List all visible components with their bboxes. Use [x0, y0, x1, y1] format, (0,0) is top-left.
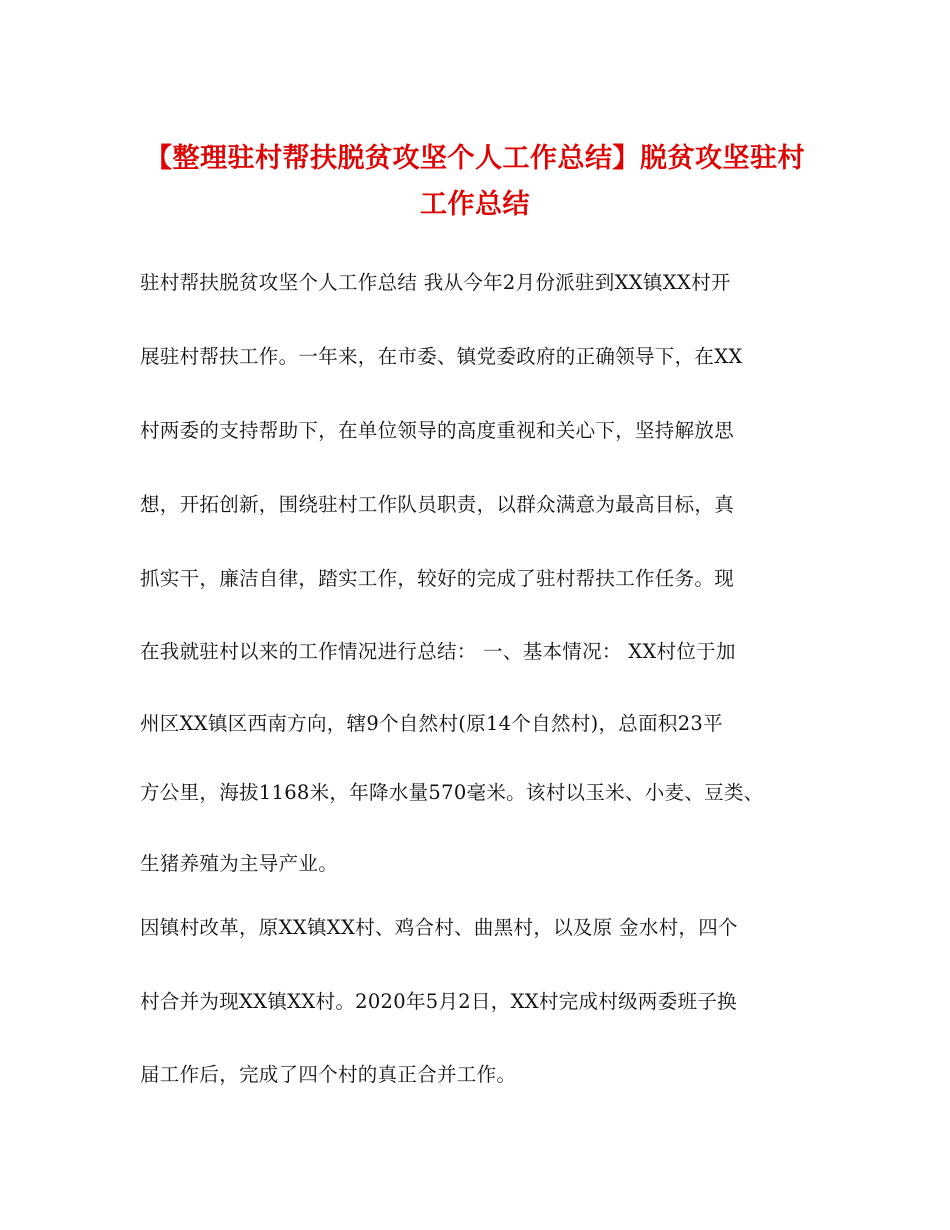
document-title-line-1: 【整理驻村帮扶脱贫攻坚个人工作总结】脱贫攻坚驻村	[145, 143, 805, 174]
paragraph-1-line-9: 生猪养殖为主导产业。	[140, 852, 339, 875]
paragraph-2-line-3: 届工作后，完成了四个村的真正合并工作。	[140, 1063, 517, 1086]
document-title-line-2: 工作总结	[420, 189, 530, 220]
paragraph-1-line-2: 展驻村帮扶工作。一年来，在市委、镇党委政府的正确领导下，在XX	[140, 345, 743, 368]
paragraph-1-line-8: 方公里，海拔1168米，年降水量570毫米。该村以玉米、小麦、豆类、	[140, 781, 764, 804]
paragraph-1-line-4: 想，开拓创新，围绕驻村工作队员职责，以群众满意为最高目标，真	[140, 493, 735, 516]
paragraph-1-line-7: 州区XX镇区西南方向，辖9个自然村(原14个自然村)，总面积23平	[140, 712, 723, 735]
paragraph-2-line-2: 村合并为现XX镇XX村。2020年5月2日，XX村完成村级两委班子换	[140, 990, 737, 1013]
paragraph-1-line-1: 驻村帮扶脱贫攻坚个人工作总结 我从今年2月份派驻到XX镇XX村开	[140, 271, 731, 294]
paragraph-1-line-5: 抓实干，廉洁自律，踏实工作，较好的完成了驻村帮扶工作任务。现	[140, 567, 735, 590]
paragraph-1-line-6: 在我就驻村以来的工作情况进行总结： 一、基本情况： XX村位于加	[140, 640, 736, 663]
paragraph-1-line-3: 村两委的支持帮助下，在单位领导的高度重视和关心下，坚持解放思	[140, 419, 735, 442]
paragraph-2-line-1: 因镇村改革，原XX镇XX村、鸡合村、曲黑村，以及原 金水村，四个	[140, 916, 738, 939]
